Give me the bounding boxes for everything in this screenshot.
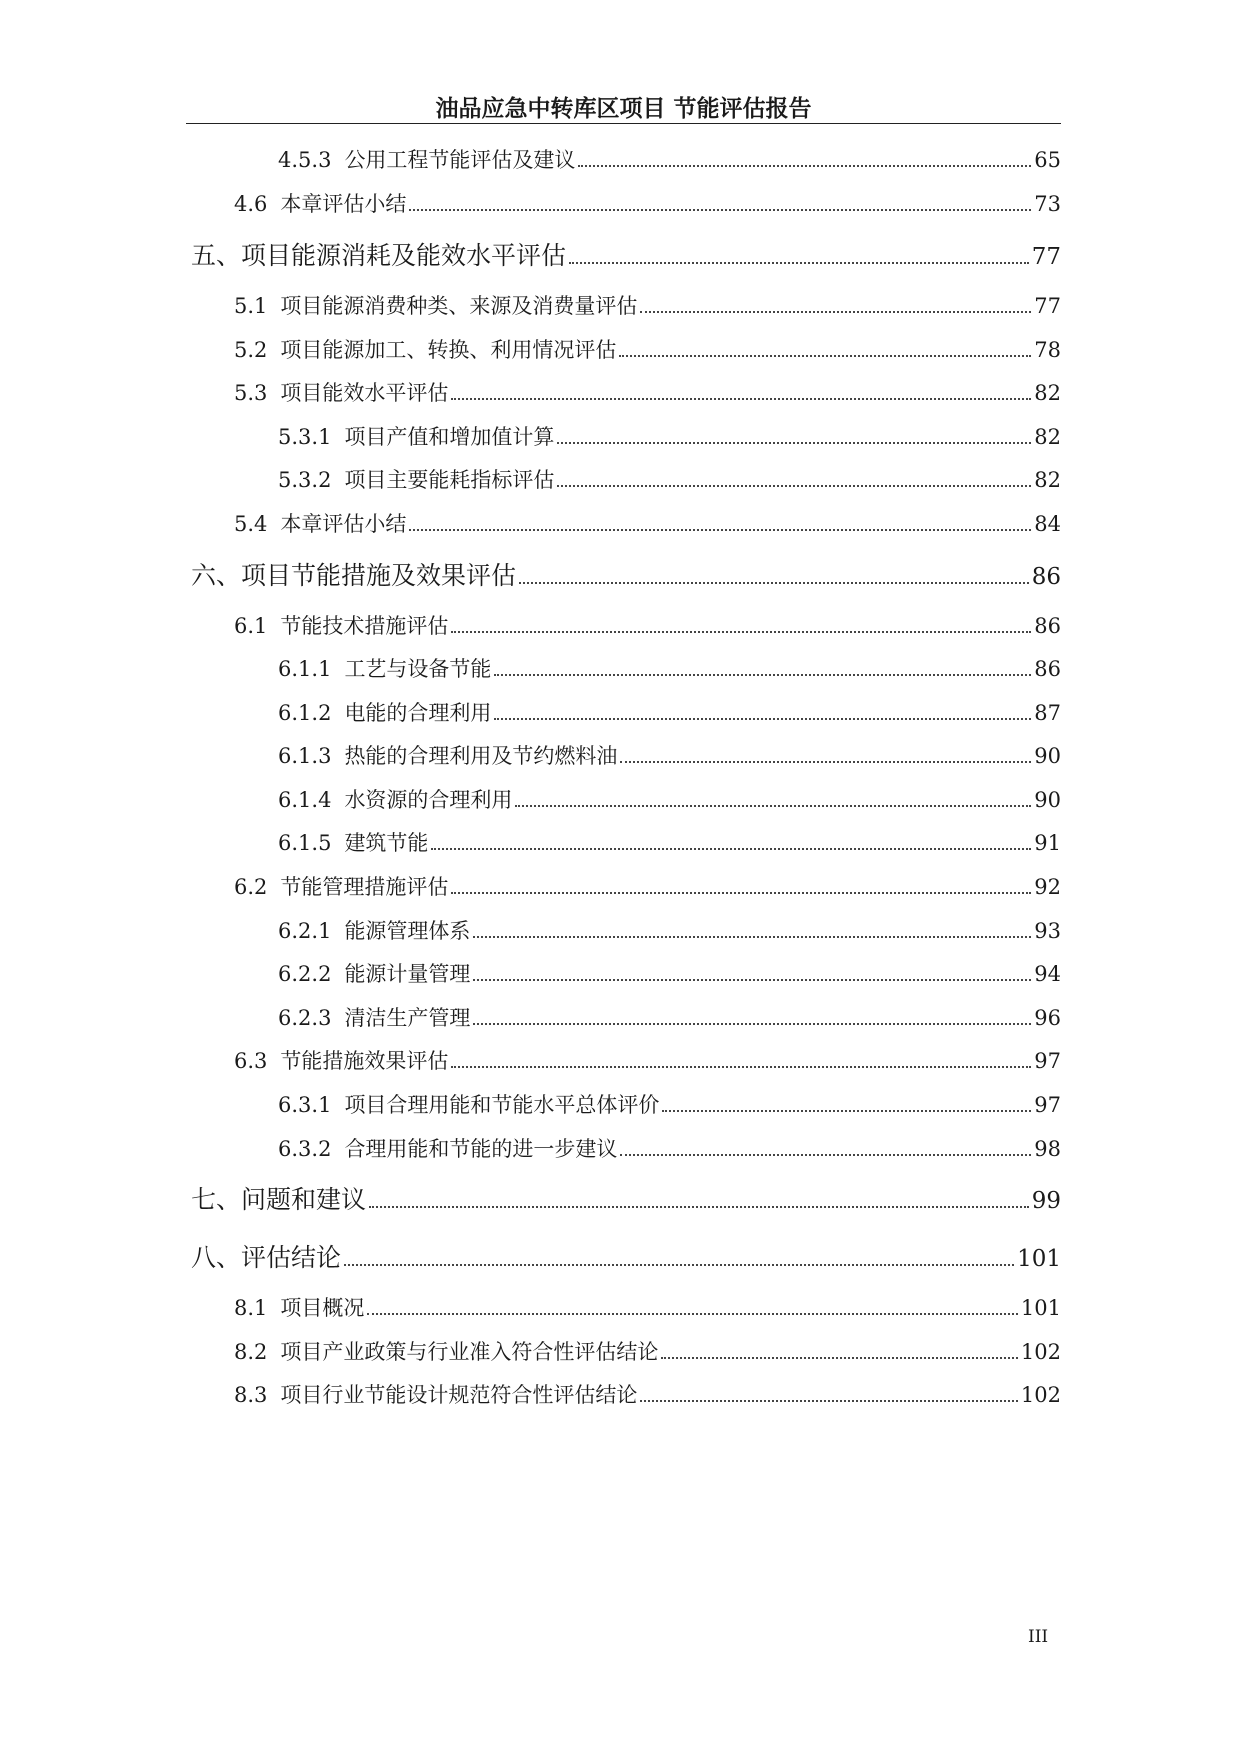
toc-entry-number: 5.3.2 [278,468,332,492]
toc-entry-title: 项目产业政策与行业准入符合性评估结论 [280,1340,659,1364]
toc-entry-number: 6.2.1 [278,919,332,943]
toc-entry-number: 4.5.3 [278,148,332,172]
toc-dot-leader [473,979,1031,981]
toc-dot-leader [515,805,1031,807]
toc-entry-title: 项目节能措施及效果评估 [241,561,517,590]
toc-entry-number: 6.1.4 [278,788,332,812]
toc-entry-number: 6.3.1 [278,1093,332,1117]
toc-entry[interactable] [278,1089,1061,1119]
toc-entry-page: 97 [1034,1049,1061,1073]
toc-entry-number: 5.1 [234,294,268,318]
toc-entry[interactable] [278,1002,1061,1032]
toc-entry-title: 项目能效水平评估 [280,381,449,405]
report-title: 油品应急中转库区项目 节能评估报告 [435,96,812,122]
toc-entry[interactable] [234,188,1061,218]
toc-entry[interactable] [234,1292,1061,1322]
toc-entry-number: 8.3 [234,1383,268,1407]
toc-dot-leader [367,1313,1018,1315]
toc-dot-leader [640,1400,1018,1402]
toc-entry-page: 77 [1034,294,1061,318]
toc-dot-leader [451,398,1031,400]
toc-dot-leader [473,936,1031,938]
toc-dot-leader [640,311,1031,313]
toc-entry-page: 86 [1034,657,1061,681]
toc-dot-leader [451,892,1031,894]
toc-entry[interactable] [278,653,1061,683]
toc-entry-number: 六、 [191,561,242,590]
toc-entry-title: 项目能源加工、转换、利用情况评估 [280,338,617,362]
toc-entry-number: 5.3.1 [278,425,332,449]
toc-entry-number: 4.6 [234,192,268,216]
toc-entry-title: 项目合理用能和节能水平总体评价 [344,1093,660,1117]
toc-entry-page: 65 [1034,148,1061,172]
toc-dot-leader [578,165,1031,167]
toc-entry-title: 电能的合理利用 [344,701,492,725]
toc-entry-page: 98 [1034,1137,1061,1161]
toc-entry-page: 78 [1034,338,1061,362]
toc-dot-leader [409,209,1031,211]
toc-entry-title: 本章评估小结 [280,192,407,216]
toc-entry-page: 91 [1034,831,1061,855]
toc-entry-title: 节能技术措施评估 [280,614,449,638]
toc-entry-number: 5.4 [234,512,268,536]
toc-dot-leader [409,529,1031,531]
toc-entry-page: 97 [1034,1093,1061,1117]
toc-entry-page: 92 [1034,875,1061,899]
toc-entry-number: 6.2.3 [278,1006,332,1030]
toc-entry[interactable] [234,871,1061,901]
toc-entry-number: 五、 [191,241,242,270]
toc-entry[interactable] [234,610,1061,640]
toc-chapter-entry[interactable] [191,556,1061,592]
toc-entry-title: 评估结论 [241,1243,342,1272]
toc-entry-page: 90 [1034,788,1061,812]
toc-entry-number: 5.3 [234,381,268,405]
toc-dot-leader [661,1357,1018,1359]
toc-dot-leader [473,1023,1031,1025]
toc-entry-number: 6.2 [234,875,268,899]
toc-entry-title: 能源计量管理 [344,962,471,986]
toc-entry-title: 项目能源消费种类、来源及消费量评估 [280,294,638,318]
toc-entry-page: 102 [1020,1383,1061,1407]
toc-entry-title: 合理用能和节能的进一步建议 [344,1137,618,1161]
toc-entry-page: 82 [1034,425,1061,449]
toc-entry-page: 77 [1031,244,1061,270]
toc-dot-leader [662,1110,1031,1112]
toc-entry[interactable] [278,915,1061,945]
toc-entry-number: 6.1.5 [278,831,332,855]
toc-entry-page: 86 [1031,564,1061,590]
toc-entry-page: 94 [1034,962,1061,986]
toc-entry-title: 节能管理措施评估 [280,875,449,899]
toc-entry-page: 82 [1034,468,1061,492]
toc-entry-page: 84 [1034,512,1061,536]
toc-entry-title: 项目能源消耗及能效水平评估 [241,241,567,270]
toc-dot-leader [369,1206,1029,1208]
toc-dot-leader [344,1264,1014,1266]
toc-entry[interactable] [234,1336,1061,1366]
toc-chapter-entry[interactable] [191,1180,1061,1216]
toc-entry-number: 8.2 [234,1340,268,1364]
toc-entry[interactable] [234,377,1061,407]
toc-entry-number: 七、 [191,1185,242,1214]
toc-entry[interactable] [234,508,1061,538]
toc-entry-page: 90 [1034,744,1061,768]
toc-dot-leader [569,262,1029,264]
toc-dot-leader [619,355,1031,357]
toc-entry-title: 节能措施效果评估 [280,1049,449,1073]
toc-dot-leader [494,718,1031,720]
toc-entry[interactable] [278,144,1061,174]
toc-dot-leader [620,1154,1031,1156]
toc-dot-leader [557,485,1031,487]
footer-page-number: III [1028,1627,1049,1647]
toc-dot-leader [451,1066,1031,1068]
toc-entry-page: 82 [1034,381,1061,405]
toc-entry-title: 公用工程节能评估及建议 [344,148,576,172]
toc-entry-number: 八、 [191,1243,242,1272]
toc-entry-title: 清洁生产管理 [344,1006,471,1030]
toc-entry-title: 工艺与设备节能 [344,657,492,681]
toc-entry-title: 问题和建议 [241,1185,367,1214]
toc-entry[interactable] [234,334,1061,364]
toc-chapter-entry[interactable] [191,1238,1061,1274]
toc-entry[interactable] [234,1379,1061,1409]
toc-chapter-entry[interactable] [191,236,1061,272]
toc-entry-number: 6.1.3 [278,744,332,768]
toc-entry[interactable] [278,784,1061,814]
toc-entry-page: 99 [1031,1188,1061,1214]
toc-entry-number: 6.1.1 [278,657,332,681]
toc-entry[interactable] [234,290,1061,320]
toc-entry-title: 水资源的合理利用 [344,788,513,812]
toc-entry-page: 73 [1034,192,1061,216]
toc-entry-title: 项目主要能耗指标评估 [344,468,555,492]
toc-entry[interactable] [278,421,1061,451]
toc-entry[interactable] [278,740,1061,770]
toc-dot-leader [557,442,1031,444]
toc-entry-title: 热能的合理利用及节约燃料油 [344,744,618,768]
toc-entry-number: 8.1 [234,1296,268,1320]
toc-entry-page: 101 [1020,1296,1061,1320]
toc-dot-leader [620,761,1031,763]
toc-entry[interactable] [278,464,1061,494]
toc-entry-number: 6.2.2 [278,962,332,986]
toc-entry[interactable] [278,1133,1061,1163]
toc-entry-title: 建筑节能 [344,831,429,855]
toc-dot-leader [519,582,1029,584]
toc-entry-number: 5.2 [234,338,268,362]
toc-dot-leader [451,631,1031,633]
toc-entry-title: 项目行业节能设计规范符合性评估结论 [280,1383,638,1407]
toc-entry-page: 96 [1034,1006,1061,1030]
toc-entry-number: 6.3 [234,1049,268,1073]
header-divider [186,123,1061,124]
toc-entry-page: 101 [1017,1246,1061,1272]
toc-entry-page: 102 [1020,1340,1061,1364]
toc-entry[interactable] [278,958,1061,988]
toc-entry[interactable] [234,1045,1061,1075]
toc-entry-title: 本章评估小结 [280,512,407,536]
toc-entry-page: 86 [1034,614,1061,638]
toc-entry-number: 6.1.2 [278,701,332,725]
toc-entry-title: 项目概况 [280,1296,365,1320]
toc-entry-page: 93 [1034,919,1061,943]
toc-entry[interactable] [278,827,1061,857]
toc-entry[interactable] [278,697,1061,727]
toc-entry-title: 项目产值和增加值计算 [344,425,555,449]
toc-entry-page: 87 [1034,701,1061,725]
toc-dot-leader [494,674,1031,676]
toc-entry-number: 6.1 [234,614,268,638]
toc-entry-title: 能源管理体系 [344,919,471,943]
toc-entry-number: 6.3.2 [278,1137,332,1161]
toc-dot-leader [431,848,1031,850]
